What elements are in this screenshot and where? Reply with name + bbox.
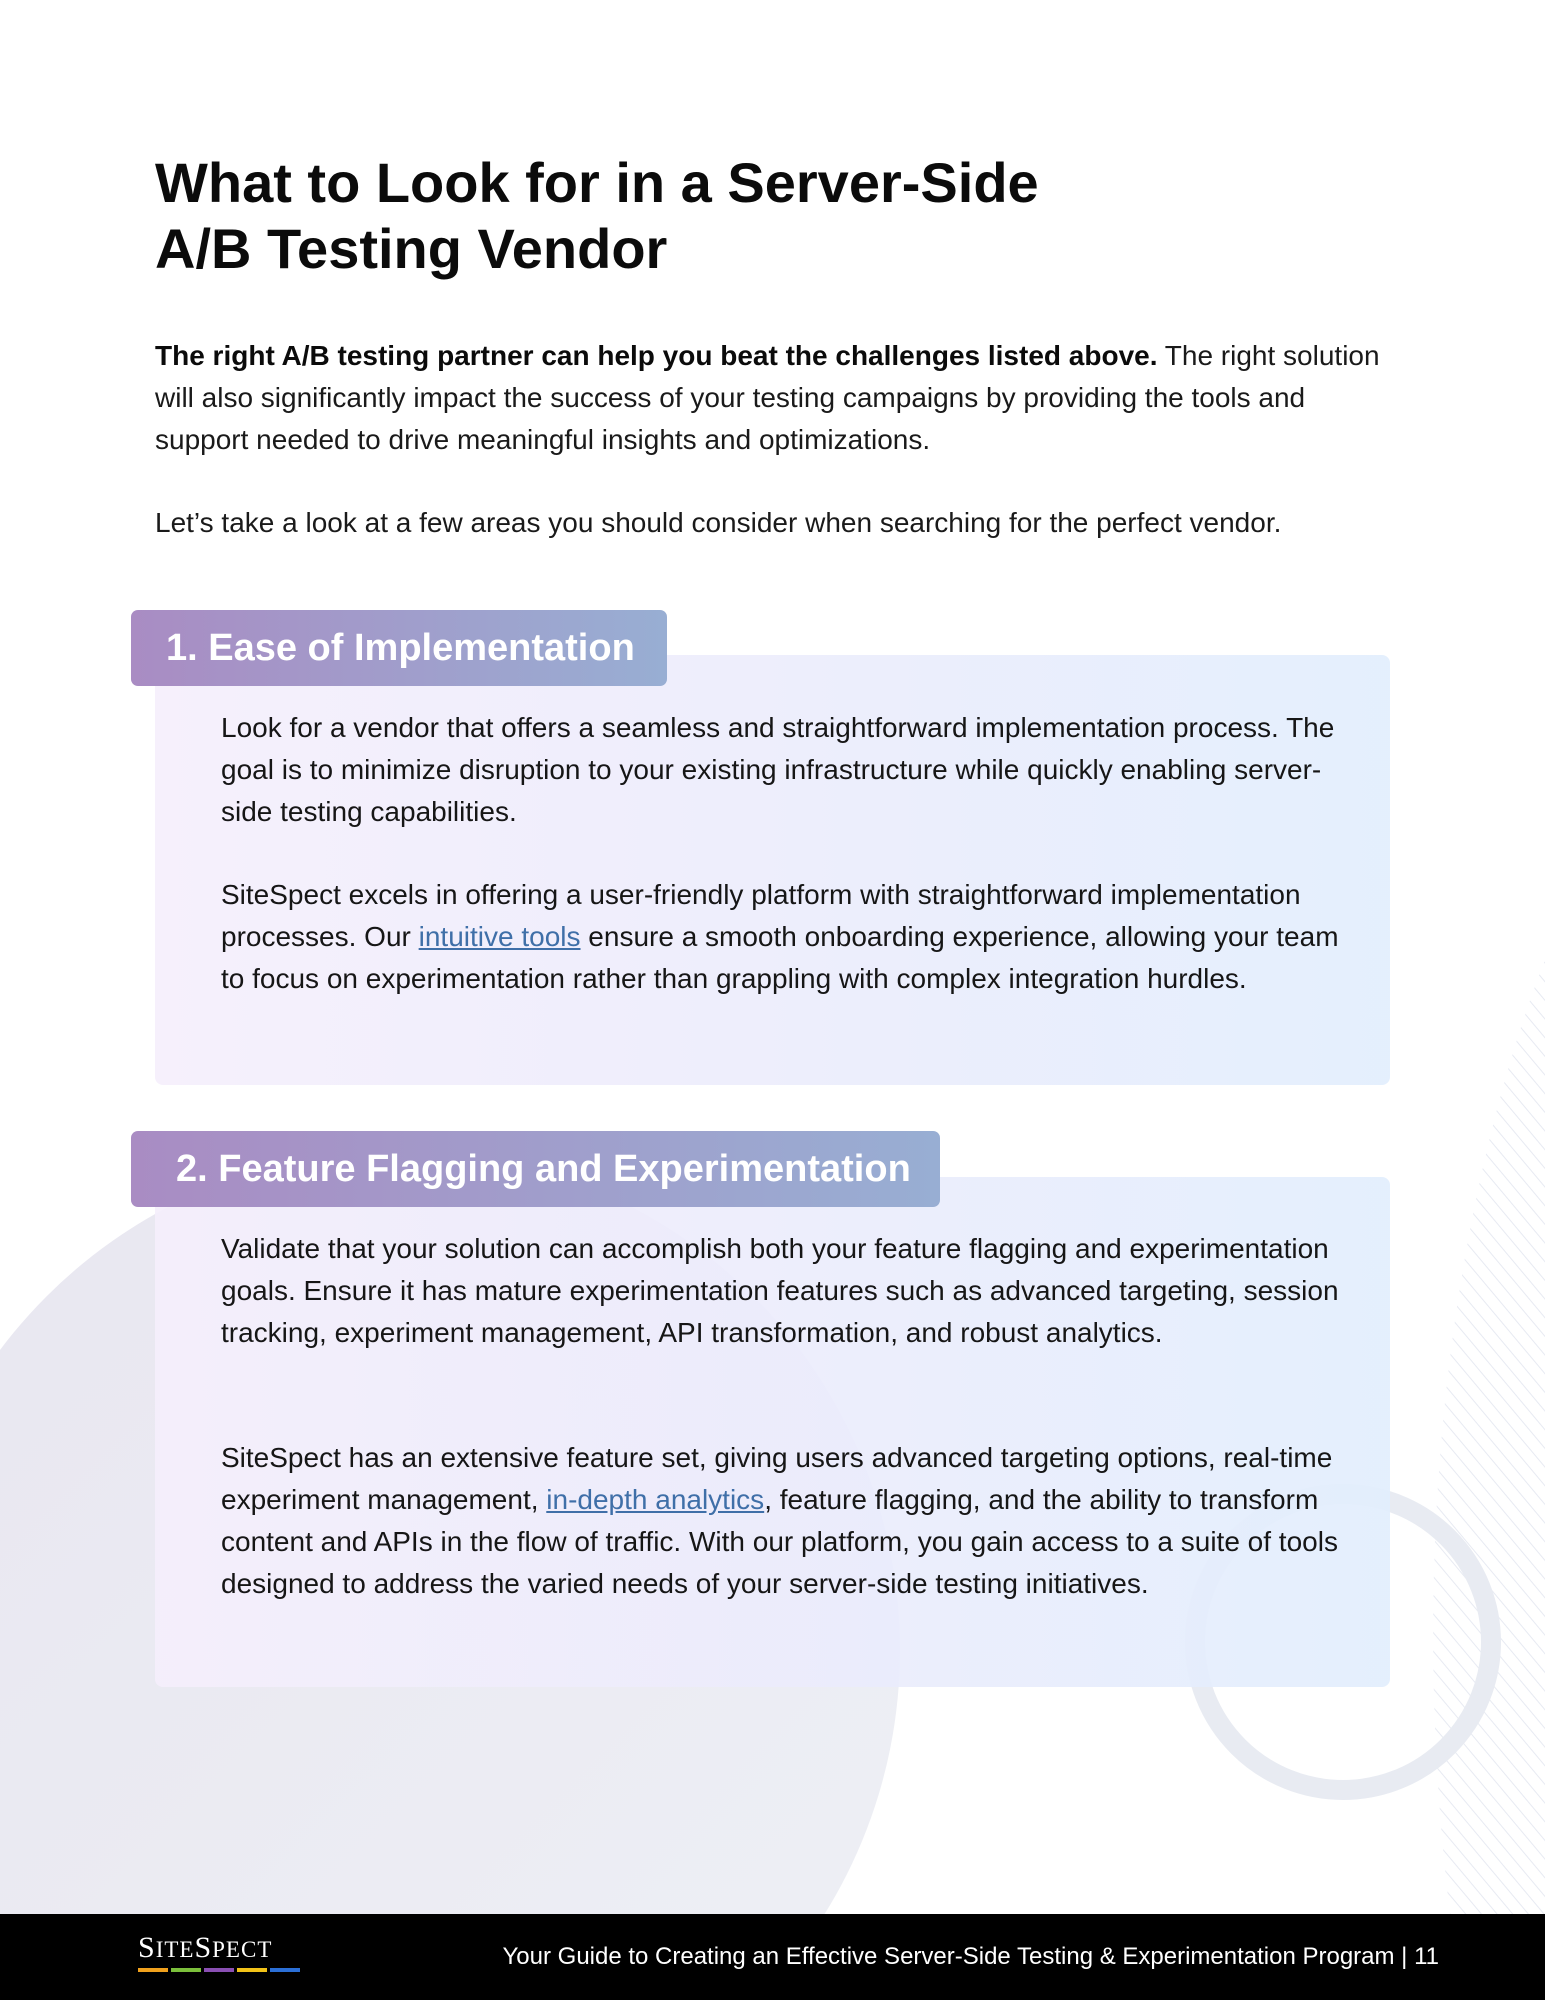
logo-bar-blue [270, 1968, 300, 1972]
intro-rest: The right solution will also significantly impact the success of your testing campaigns by providing the tools and support needed to drive meaningful insights and optimizations. [155, 340, 1380, 455]
logo-wordmark [138, 1932, 303, 1966]
logo-bar-orange [138, 1968, 168, 1972]
logo-letter-s2: S [194, 1931, 213, 1964]
section-1-paragraph-2 [221, 874, 1346, 1000]
section-card-feature-flagging [155, 1177, 1390, 1687]
background-hatch [1433, 960, 1545, 1914]
sitespect-logo [138, 1932, 303, 1982]
section-2-paragraph-2 [221, 1437, 1346, 1605]
footer-guide-title-page-number: Your Guide to Creating an Effective Server-Side Testing & Experimentation Program | 11 [502, 1943, 1439, 1970]
page-title-line-1: What to Look for in a Server-Side [155, 151, 1039, 214]
section-2-p2-after: , feature flagging, and the ability to transform content and APIs in the flow of traffic. With our platform, you gain access to a suite of tools designed to address the varied needs of your server-side testing initiatives. [221, 1484, 1338, 1599]
intuitive-tools-link[interactable]: intuitive tools [418, 921, 581, 952]
intro-second-paragraph: Let’s take a look at a few areas you should consider when searching for the perfect vendor. [155, 507, 1282, 538]
section-1-p2-before: SiteSpect excels in offering a user-friendly platform with straightforward implementation processes. Our [221, 879, 1301, 952]
section-2-paragraph-1: Validate that your solution can accomplish both your feature flagging and experimentation goals. Ensure it has mature experimentation features such as advanced targeting, session tracking, experiment management, API transformation, and robust analytics. [221, 1233, 1339, 1348]
page-title [155, 150, 1155, 282]
section-1-paragraph-1: Look for a vendor that offers a seamless and straightforward implementation process. The goal is to minimize disruption to your existing infrastructure while quickly enabling server-side testing capabilities. [221, 712, 1335, 827]
logo-bar-purple [204, 1968, 234, 1972]
section-1-p2-after: ensure a smooth onboarding experience, allowing your team to focus on experimentation rather than grappling with complex integration hurdles. [221, 921, 1339, 994]
section-card-ease-of-implementation [155, 655, 1390, 1085]
section-heading-ease-of-implementation: 1. Ease of Implementation [131, 610, 667, 686]
logo-letter-s: S [138, 1931, 156, 1964]
logo-color-bars [138, 1968, 303, 1972]
logo-bar-yellow [237, 1968, 267, 1972]
logo-bar-green [171, 1968, 201, 1972]
logo-letters-ite: ITE [155, 1937, 195, 1962]
section-heading-feature-flagging: 2. Feature Flagging and Experimentation [131, 1131, 940, 1207]
in-depth-analytics-link[interactable]: in-depth analytics [546, 1484, 765, 1515]
page-title-line-2: A/B Testing Vendor [155, 217, 668, 280]
intro-paragraph [155, 335, 1400, 461]
intro-bold-lead: The right A/B testing partner can help you beat the challenges listed above. [155, 340, 1158, 371]
logo-letters-pect: PECT [212, 1937, 273, 1962]
section-2-p2-before: SiteSpect has an extensive feature set, giving users advanced targeting options, real-time experiment management, [221, 1442, 1333, 1515]
page-footer [0, 1914, 1545, 2000]
